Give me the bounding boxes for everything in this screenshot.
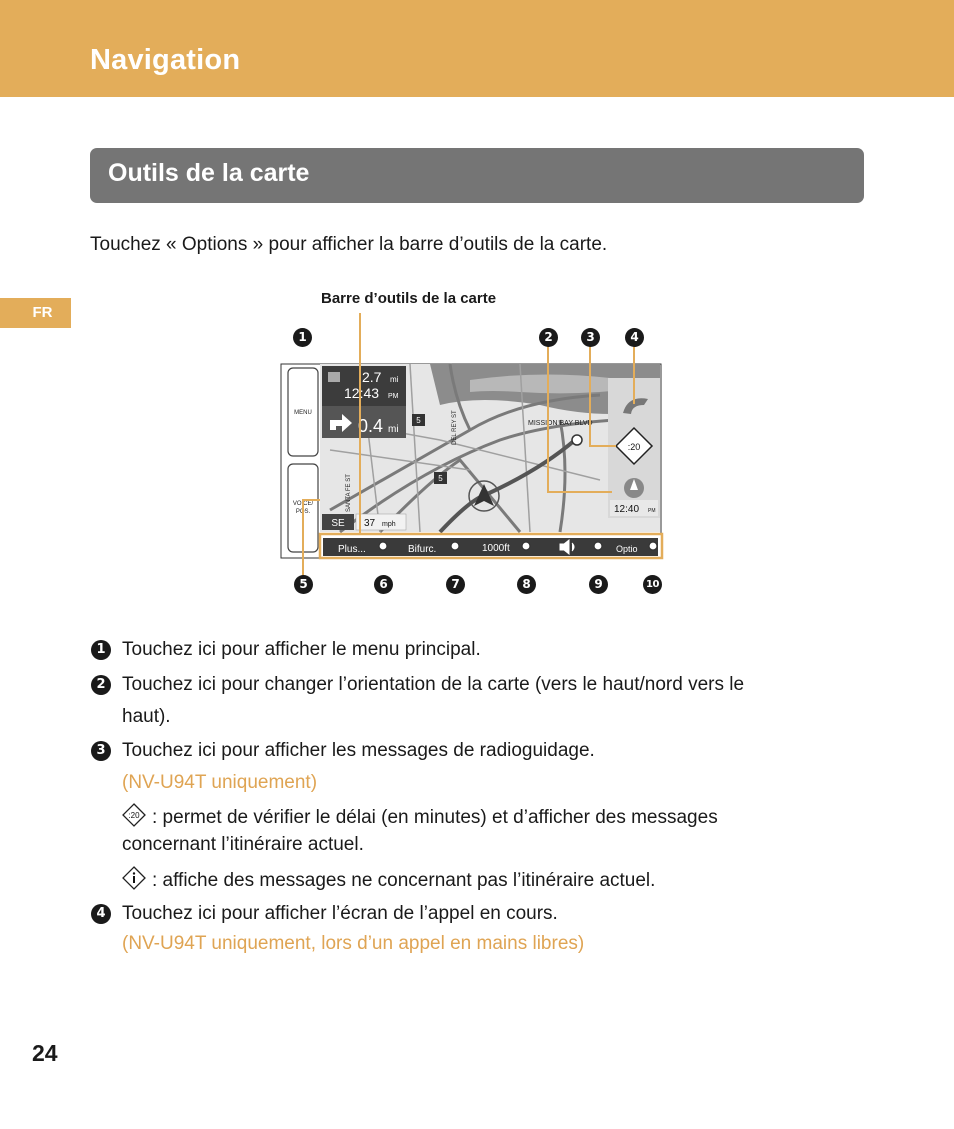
callout-9: 9 [589,575,608,594]
voice-button-label-2: POS. [295,509,311,515]
street-santa-fe: SANTA FE ST [346,474,352,512]
page-number: 24 [32,1040,58,1066]
destination-pin-icon [572,435,582,445]
item-3-note: (NV-U94T uniquement) [122,772,318,793]
callout-10: 10 [643,575,662,594]
distance-dest-unit: mi [390,375,399,384]
item-3-number: 3 [91,741,111,761]
intro-text: Touchez « Options » pour afficher la barre d’outils de la carte. [90,234,608,255]
item-4-text: Touchez ici pour afficher l’écran de l’appel en cours. [122,903,558,924]
street-del-rey: DEL REY ST [452,410,458,445]
clock: 12:40 [614,504,640,515]
item-2-text-2: haut). [122,706,171,727]
section-title: Outils de la carte [108,159,310,187]
traffic-delay-icon [122,803,146,833]
menu-button-label: MENU [294,410,312,416]
toolbar-more-button[interactable]: Plus... [338,544,366,555]
language-tab: FR [0,298,71,328]
road-shield-5a-label: 5 [416,416,421,425]
turn-distance: 0.4 [358,416,384,436]
item-2-number: 2 [91,675,111,695]
callout-2: 2 [539,328,558,347]
road-shield-5b-label: 5 [438,474,443,483]
callout-6: 6 [374,575,393,594]
toolbar-fork-button[interactable]: Bifurc. [408,544,437,555]
clock-ampm: PM [648,508,656,514]
flag-icon [328,372,340,382]
heading: SE [331,518,345,529]
callout-8: 8 [517,575,536,594]
item-3-text: Touchez ici pour afficher les messages de radioguidage. [122,740,595,761]
item-3-line-b [122,866,655,896]
callout-3: 3 [581,328,600,347]
item-4-note: (NV-U94T uniquement, lors d’un appel en mains libres) [122,933,585,954]
callout-4: 4 [625,328,644,347]
toolbar-label: Barre d’outils de la carte [321,290,497,307]
item-3-line-a1-text: : permet de vérifier le délai (en minutes) et d’afficher des messages [152,807,718,828]
callout-1: 1 [293,328,312,347]
toolbar-options-button[interactable]: Optio [616,544,638,554]
arrival-ampm: PM [388,393,399,400]
speed-unit: mph [382,521,396,528]
item-3-line-a1 [122,803,718,833]
distance-dest: 2.7 [362,369,382,385]
toolbar-scale-button[interactable]: 1000ft [482,543,510,554]
info-icon [122,866,146,896]
speed: 37 [364,518,376,529]
item-3-line-a2: concernant l’itinéraire actuel. [122,834,364,855]
callout-7: 7 [446,575,465,594]
traffic-delay: :20 [627,442,641,452]
item-2-text-1: Touchez ici pour changer l’orientation de la carte (vers le haut/nord vers le [122,674,745,695]
traffic-delay-icon-label: :20 [128,811,140,820]
item-1-number: 1 [91,640,111,660]
item-1-text: Touchez ici pour afficher le menu principal. [122,639,481,660]
callout-5: 5 [294,575,313,594]
item-3-line-b-text: : affiche des messages ne concernant pas l’itinéraire actuel. [152,870,656,891]
header-title: Navigation [90,44,241,76]
turn-unit: mi [388,424,399,435]
arrival-time: 12:43 [344,385,380,401]
item-4-number: 4 [91,904,111,924]
street-mission-bay: MISSION BAY BLVD [528,420,593,427]
voice-button-label-1: VOICE/ [292,501,314,507]
